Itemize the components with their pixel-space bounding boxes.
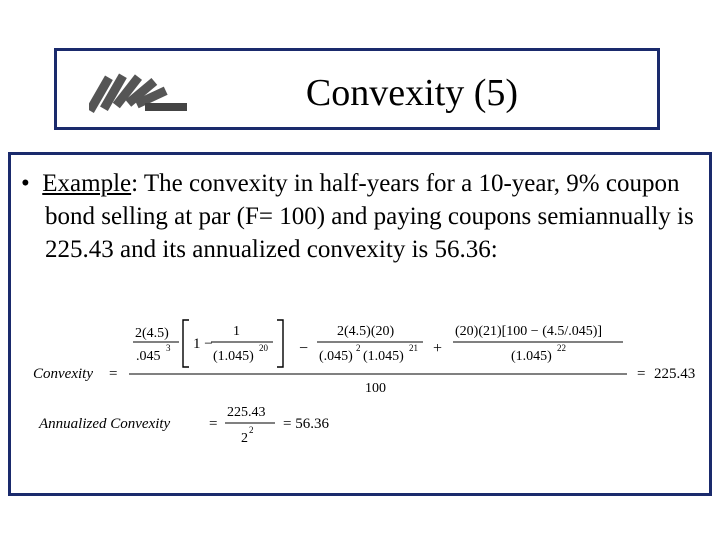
eq1-main-den: 100 [365, 381, 386, 396]
eq1-t1-den-exp: 3 [166, 343, 171, 353]
eq2-result: = 56.36 [283, 416, 329, 432]
eq1-inner-den-exp: 20 [259, 343, 268, 353]
example-paragraph [21, 167, 713, 266]
eq1-inner-num: 1 [233, 324, 240, 339]
eq1-t2-num: 2(4.5)(20) [337, 324, 395, 339]
eq1-t2-den-b-exp: 21 [409, 343, 418, 353]
content-box [8, 152, 712, 496]
eq1-t2-den-a-exp: 2 [356, 343, 361, 353]
eq2-den-exp: 2 [249, 425, 254, 435]
eq1-plus: + [433, 340, 443, 357]
eq1-t3-num: (20)(21)[100 − (4.5/.045)] [455, 324, 603, 339]
example-text: The convexity in half-years for a 10-year, 9% coupon bond selling at par (F= 100) and paying coupons semiannually is 225.43 and its annualized convexity is 56.36: [45, 170, 694, 263]
eq1-t2-den-a: (.045) [319, 349, 353, 364]
eq1-equals: = [109, 366, 118, 382]
eq1-one-minus: 1 − [193, 336, 213, 352]
eq1-minus: − [299, 340, 309, 357]
eq1-lhs: Convexity [33, 366, 93, 382]
example-colon: : [131, 170, 139, 197]
eq1-result: 225.43 [654, 366, 696, 382]
title-box [54, 48, 660, 130]
eq2-den: 2 [241, 431, 248, 446]
eq2-num: 225.43 [227, 405, 266, 420]
left-bracket [183, 320, 189, 367]
bullet: • [21, 170, 30, 197]
eq2-equals: = [209, 416, 218, 432]
example-label: Example [42, 170, 132, 197]
eq1-t2-den-b: (1.045) [363, 349, 404, 364]
eq1-t1-den: .045 [136, 349, 161, 364]
right-bracket [277, 320, 283, 367]
eq1-t1-num: 2(4.5) [135, 326, 169, 341]
eq1-t3-den-exp: 22 [557, 343, 566, 353]
eq1-t3-den: (1.045) [511, 349, 552, 364]
eq1-result-equals: = [637, 366, 646, 382]
dominoes-logo-icon [89, 67, 189, 117]
convexity-equations [11, 305, 715, 485]
eq2-lhs: Annualized Convexity [39, 416, 171, 432]
slide-title: Convexity (5) [305, 72, 519, 114]
eq1-inner-den: (1.045) [213, 349, 254, 364]
